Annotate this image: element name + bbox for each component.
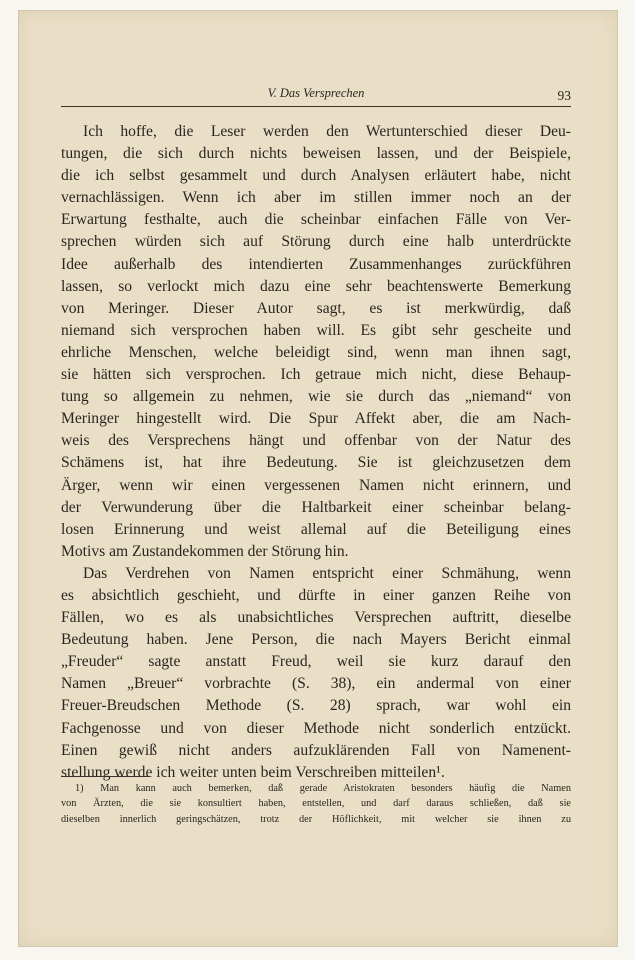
text-line: es absichtlich geschieht, und dürfte in einer ganzen Reihe von	[61, 586, 571, 604]
footnote-line: von Ärzten, die sie konsultiert haben, entstellen, und darf daraus schließen, daß sie	[61, 798, 571, 810]
text-line: Bedeutung haben. Jene Person, die nach Mayers Bericht einmal	[61, 631, 571, 649]
text-line: Das Verdrehen von Namen entspricht einer Schmähung, wenn	[83, 564, 571, 582]
text-line: tungen, die sich durch nichts beweisen lassen, und der Beispiele,	[61, 145, 571, 163]
text-line: der Verwunderung über die Haltbarkeit einer scheinbar belang-	[61, 498, 571, 516]
body-text	[61, 121, 571, 784]
text-line: Ärger, wenn wir einen vergessenen Namen nicht erinnern, und	[61, 476, 571, 494]
footnote-line: 1) Man kann auch bemerken, daß gerade Aristokraten besonders häufig die Namen	[75, 783, 571, 794]
text-line: Motivs am Zustandekommen der Störung hin.	[61, 542, 349, 560]
text-line: von Meringer. Dieser Autor sagt, es ist merkwürdig, daß	[61, 299, 571, 317]
footnotes	[61, 781, 571, 827]
text-line: tung so allgemein zu nehmen, wie sie durch das „niemand“ von	[61, 388, 571, 406]
text-line: Einen gewiß nicht anders aufzuklärenden Fall von Namenent-	[61, 741, 571, 759]
text-line: „Freuder“ sagte anstatt Freud, weil sie kurz darauf den	[61, 653, 571, 671]
text-line: sie hätten sich versprochen. Ich getraue mich nicht, diese Behaup-	[61, 366, 571, 384]
text-line: Schämens ist, hat ihre Bedeutung. Sie ist gleichzusetzen dem	[61, 454, 571, 472]
text-line: Fachgenosse und von dieser Methode nicht sonderlich entzückt.	[61, 719, 571, 737]
book-page	[18, 10, 618, 947]
running-head	[61, 84, 571, 107]
text-line: Namen „Breuer“ vorbrachte (S. 38), ein andermal von einer	[61, 675, 571, 693]
text-line: losen Erinnerung und weist allemal auf die Beteiligung eines	[61, 520, 571, 538]
text-line: vernachlässigen. Wenn ich aber im stillen immer noch an der	[61, 189, 571, 207]
text-line: die ich selbst gesammelt und durch Analysen erläutert habe, nicht	[61, 167, 571, 185]
page-number: 93	[557, 88, 571, 103]
text-line: Freuer-Breudschen Methode (S. 28) sprach, war wohl ein	[61, 697, 571, 715]
text-line: stellung werde ich weiter unten beim Verschreiben mitteilen¹.	[61, 763, 445, 781]
footnote-rule	[61, 776, 149, 777]
text-line: weis des Versprechens hängt und offenbar von der Natur des	[61, 432, 571, 450]
text-line: Idee außerhalb des intendierten Zusammenhanges zurückführen	[61, 255, 571, 273]
text-line: Meringer hingestellt wird. Die Spur Affekt aber, die am Nach-	[61, 410, 571, 428]
text-line: ehrliche Menschen, welche beleidigt sind, wenn man ihnen sagt,	[61, 343, 571, 361]
text-line: Fällen, wo es als unabsichtliches Versprechen auftritt, dieselbe	[61, 609, 571, 627]
text-line: lassen, so verlockt mich dazu eine sehr beachtenswerte Bemerkung	[61, 277, 571, 295]
footnote-line: dieselben innerlich geringschätzen, trotz der Höflichkeit, mit welcher sie ihnen zu	[61, 813, 571, 825]
text-line: Ich hoffe, die Leser werden den Wertunterschied dieser Deu-	[83, 123, 571, 140]
text-line: sprechen würden sich auf Störung durch eine halb unterdrückte	[61, 233, 571, 251]
text-line: Erwartung festhalte, auch die scheinbar einfachen Fälle von Ver-	[61, 211, 571, 229]
text-line: niemand sich versprochen haben will. Es gibt sehr gescheite und	[61, 321, 571, 339]
running-title: V. Das Versprechen	[267, 86, 365, 100]
